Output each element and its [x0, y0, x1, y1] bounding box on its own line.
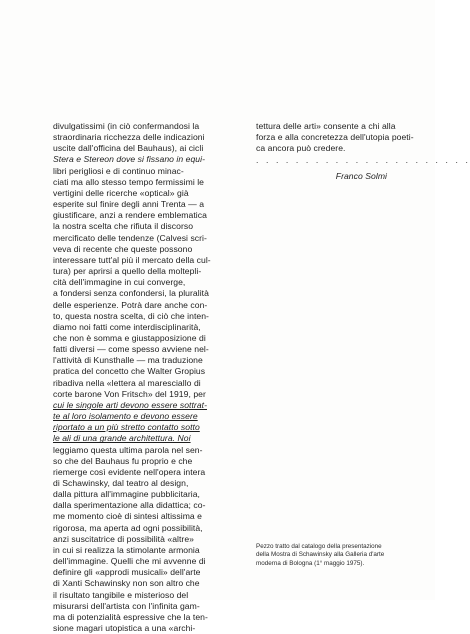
- text-line: vertigini delle ricerche «optical» già: [53, 187, 189, 198]
- text-line: dalla sperimentazione alla didattica; co-: [53, 500, 206, 511]
- text-line: divulgatissimi (in ciò confermandosi la: [53, 121, 200, 131]
- text-line: riemerge così evidente nell'opera intera: [53, 466, 206, 477]
- text-line: cui le singole arti devono essere sottrat-: [53, 399, 208, 410]
- caption-line: Pezzo tratto dal catalogo della presentazione: [256, 543, 382, 550]
- text-line: la nostra scelta che rifiuta il discorso: [53, 221, 194, 232]
- text-line: anzi suscitatrice di possibilità «altre»: [53, 533, 194, 544]
- text-line: uscite dall'officina del Bauhaus), ai cicli: [53, 143, 204, 154]
- text-line: ca ancora può credere.: [256, 143, 346, 154]
- text-line: in cui si realizza la stimolante armonia: [53, 544, 200, 555]
- text-line: tura) per aprirsi a quello della moltepli-: [53, 266, 202, 277]
- text-line: straordinaria ricchezza delle indicazioni: [53, 132, 205, 143]
- text-line: interessare tutt'al più il mercato della cul-: [53, 254, 211, 265]
- text-line: te al loro isolamento e devono essere: [53, 411, 198, 422]
- text-line: diamo noi fatti come interdisciplinarità,: [53, 321, 201, 332]
- text-line: so che del Bauhaus fu proprio e che: [53, 455, 193, 466]
- text-line: ma di potenzialità espressive che la ten-: [53, 611, 208, 622]
- text-line: cità dell'immagine in cui converge,: [53, 277, 186, 288]
- text-line: to, questa nostra scelta, di ciò che inten-: [53, 310, 209, 321]
- text-line: forza e alla concretezza dell'utopia poeti-: [256, 132, 414, 143]
- text-line: l'attività di Kunsthalle — ma traduzione: [53, 355, 203, 366]
- text-line: pratica del concetto che Walter Gropius: [53, 366, 206, 377]
- text-line: dell'immagine. Quelli che mi avvenne di: [53, 556, 206, 567]
- text-line: tettura delle arti» consente a chi alla: [256, 121, 396, 131]
- text-line: il risultato tangibile e misterioso del: [53, 589, 189, 600]
- text-line: dalla pittura all'immagine pubblicitaria,: [53, 489, 200, 500]
- text-line: mercificato delle tendenze (Calvesi scri-: [53, 232, 207, 243]
- text-line: ciati ma allo stesso tempo fermissimi le: [53, 176, 205, 187]
- text-line: sione magari utopistica a una «archi-: [53, 623, 196, 634]
- text-line: ribadiva nella «lettera al maresciallo di: [53, 377, 201, 388]
- caption-line: moderna di Bologna (1° maggio 1975).: [256, 559, 365, 567]
- caption-line: della Mostra di Schawinsky alla Galleria d'arte: [256, 551, 385, 559]
- text-column-right: [256, 121, 470, 182]
- text-line: veva di recente che queste possono: [53, 243, 193, 254]
- author-signature: Franco Solmi: [335, 170, 387, 181]
- text-line: delle esperienze. Potrà dare anche con-: [53, 299, 208, 310]
- text-column-left: [53, 121, 239, 634]
- text-line: che non è somma e giustapposizione di: [53, 332, 206, 343]
- text-line: me momento cioè di sintesi altissima e: [53, 511, 203, 522]
- text-line: corte barone Von Fritsch» del 1919, per: [53, 388, 206, 399]
- text-line: misurarsi dell'artista con l'infinita gam-: [53, 600, 200, 611]
- text-line: definire gli «approdi musicali» dell'arte: [53, 567, 201, 578]
- text-line: le ali di una grande architettura. Noi: [53, 433, 191, 444]
- text-line: leggiamo questa ultima parola nel sen-: [53, 444, 203, 455]
- dotted-separator: . . . . . . . . . . . . . . . . . . . . . .: [256, 155, 470, 166]
- text-line: esperite sul finire degli anni Trenta — a: [53, 199, 205, 210]
- text-line: a fondersi senza confondersi, la pluralità: [53, 288, 209, 299]
- text-line: rigorosa, ma aperta ad ogni possibilità,: [53, 522, 203, 533]
- text-line: di Schawinsky, dal teatro al design,: [53, 478, 189, 488]
- text-line: giustificare, anzi a rendere emblematica: [53, 210, 207, 221]
- text-line: riportato a un più stretto contatto sotto: [53, 422, 200, 433]
- text-line: fatti diversi — come spesso avviene nel-: [53, 344, 209, 355]
- text-line: Stera e Stereon dove si fissano in equi-: [53, 154, 205, 165]
- source-caption: [256, 543, 406, 568]
- text-line: di Xanti Schawinsky non son altro che: [53, 578, 200, 589]
- text-line: libri perigliosi e di continuo minac-: [53, 165, 184, 176]
